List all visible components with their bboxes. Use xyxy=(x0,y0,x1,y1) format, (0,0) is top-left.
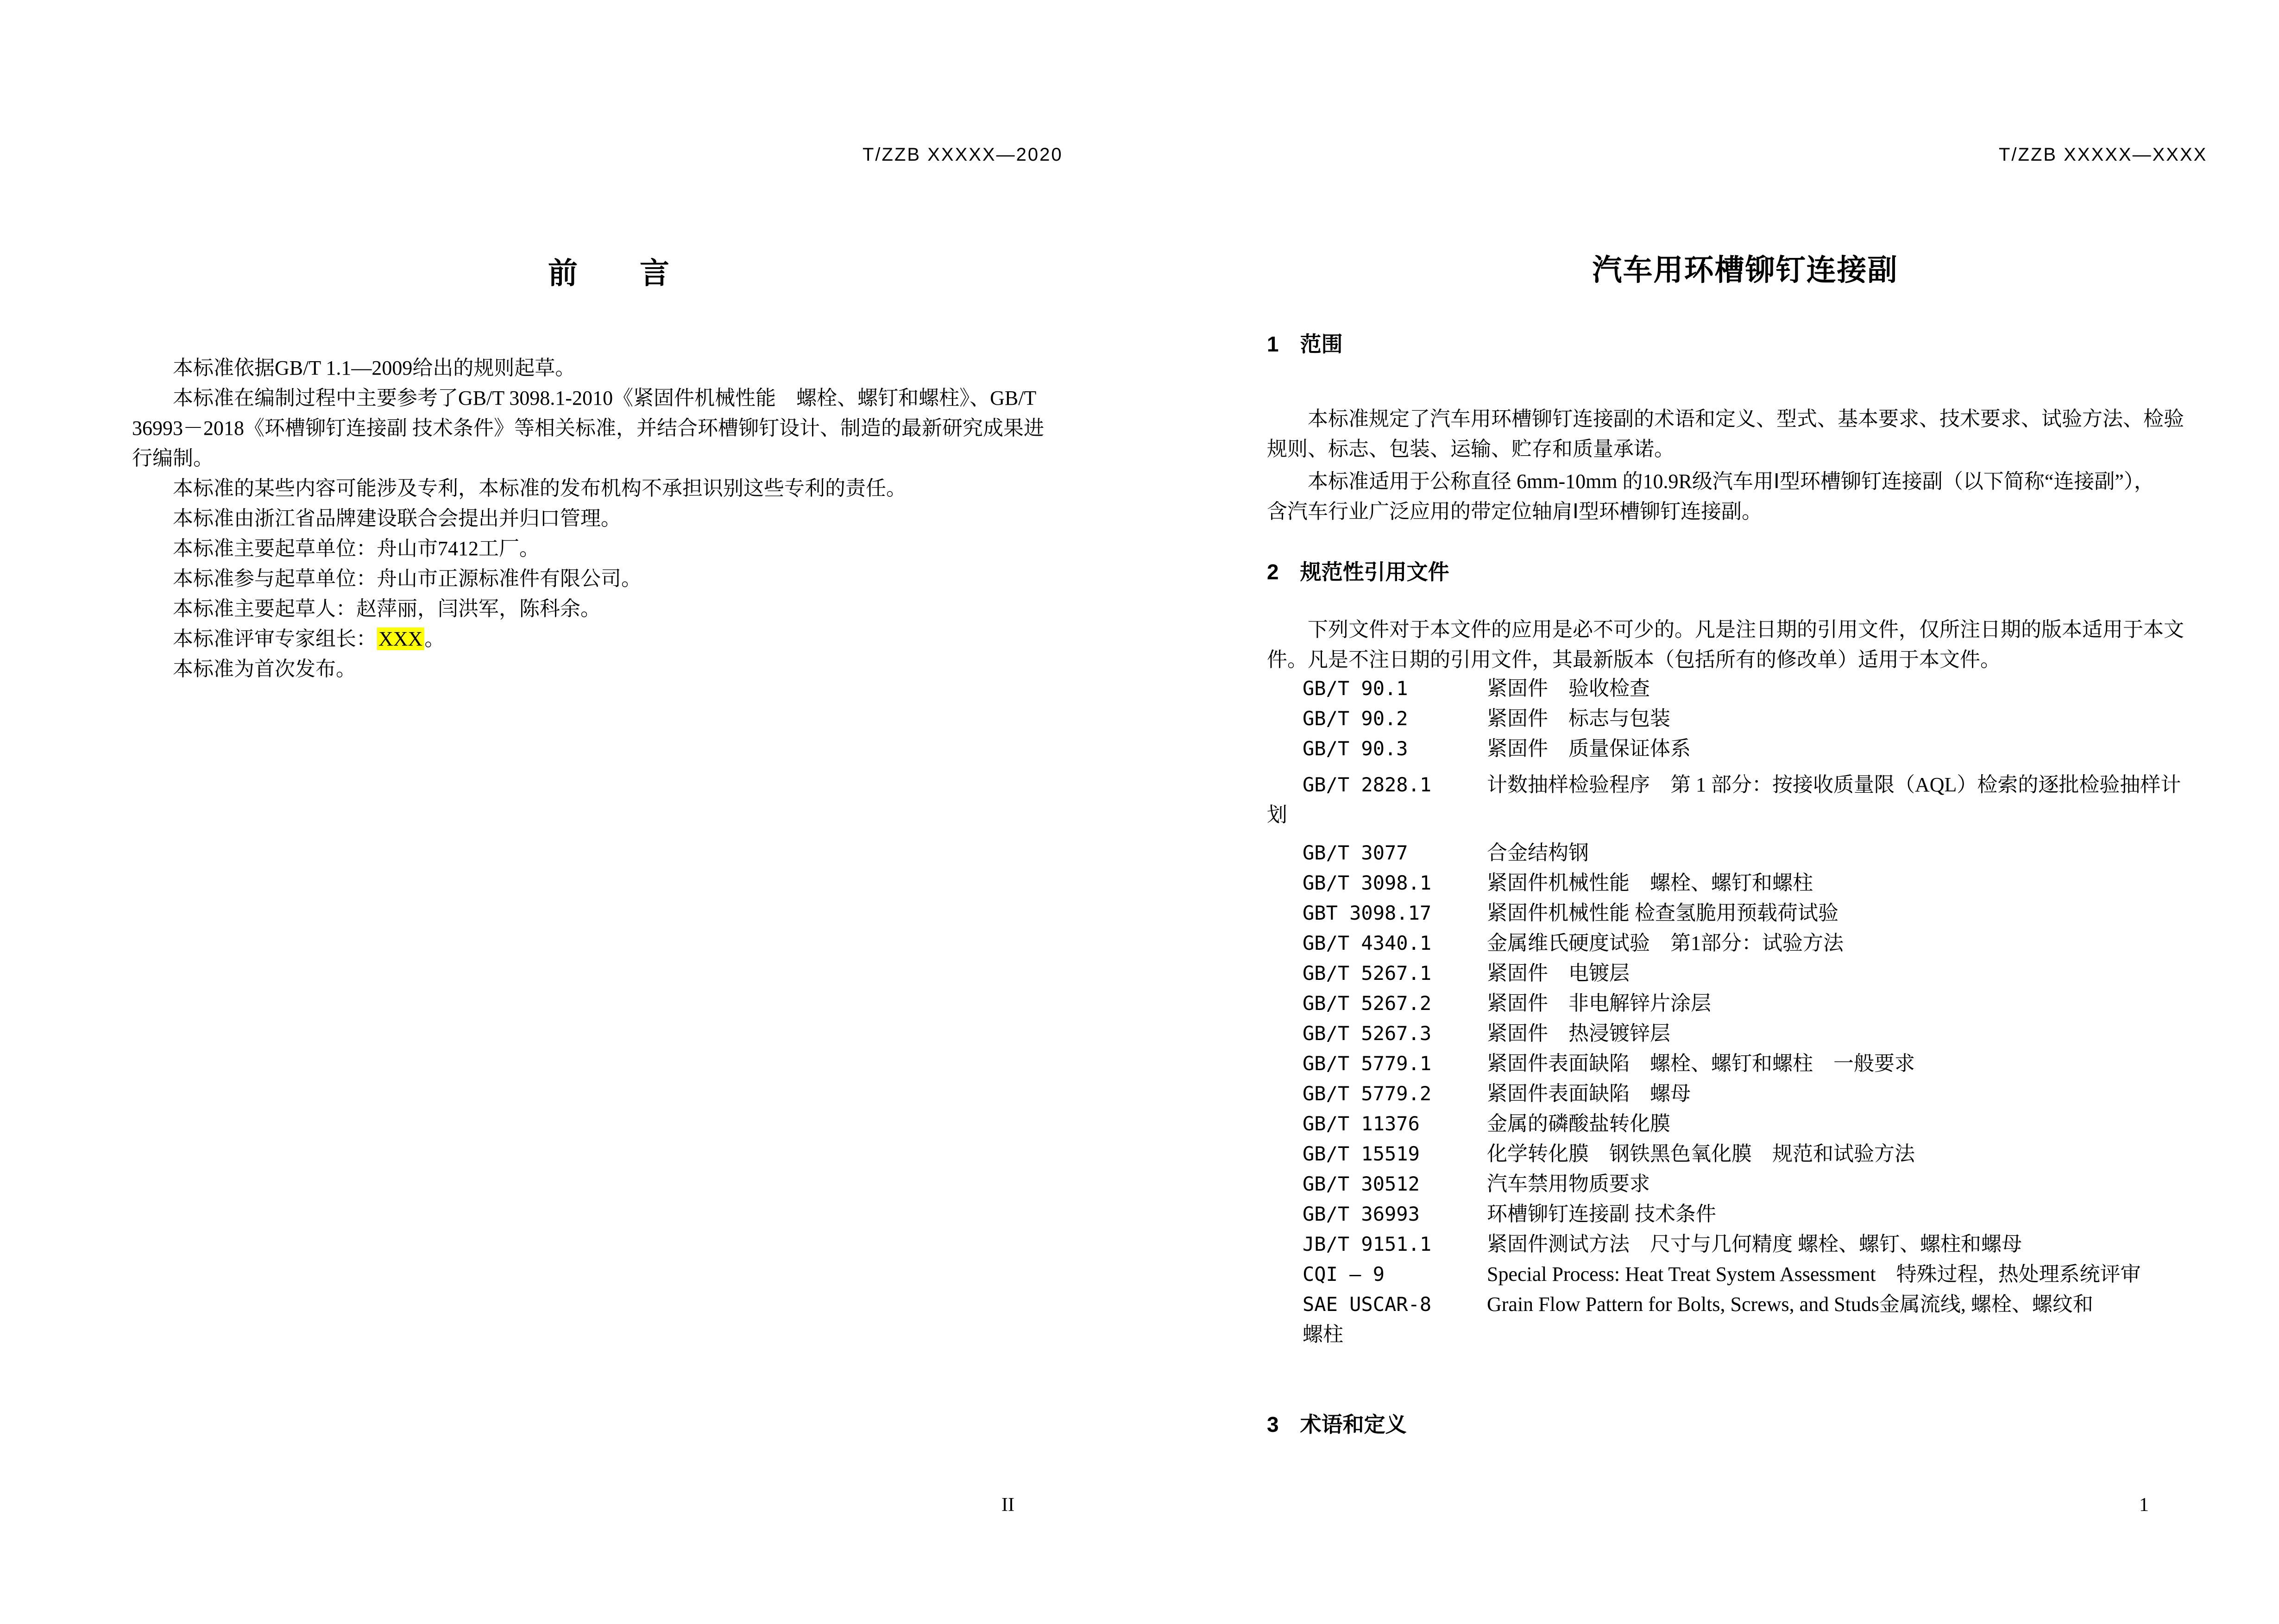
reference-title: 金属的磷酸盐转化膜 xyxy=(1487,1112,1670,1135)
reference-title: 紧固件机械性能 螺栓、螺钉和螺柱 xyxy=(1487,872,1813,894)
reference-code: GB/T 11376 xyxy=(1303,1112,1420,1135)
reference-title: 紧固件 非电解锌片涂层 xyxy=(1487,992,1711,1015)
reference-title: 紧固件机械性能 检查氢脆用预载荷试验 xyxy=(1487,902,1838,924)
reference-title: 合金结构钢 xyxy=(1487,841,1589,864)
scope-paragraph-1 xyxy=(1267,404,2240,464)
reference-title: 化学转化膜 钢铁黑色氧化膜 规范和试验方法 xyxy=(1487,1142,1915,1165)
scope-line: 含汽车行业广泛应用的带定位轴肩Ⅰ型环槽铆钉连接副。 xyxy=(1267,500,1762,523)
references-intro xyxy=(1267,614,2240,675)
reference-row xyxy=(1267,1169,2240,1199)
standard-title: 汽车用环槽铆钉连接副 xyxy=(1592,253,1898,287)
reference-title: 紧固件 质量保证体系 xyxy=(1487,737,1691,760)
expert-line-prefix: 本标准评审专家组长： xyxy=(173,627,377,650)
reference-title: 汽车禁用物质要求 xyxy=(1487,1173,1650,1195)
reference-row xyxy=(1267,1109,2240,1139)
reference-row xyxy=(1267,868,2240,898)
reference-code: SAE USCAR-8 xyxy=(1303,1293,1432,1316)
reference-code: GB/T 5267.2 xyxy=(1303,992,1432,1015)
expert-name-highlight: XXX xyxy=(377,627,424,650)
reference-title: 紧固件测试方法 尺寸与几何精度 螺栓、螺钉、螺柱和螺母 xyxy=(1487,1233,2022,1255)
reference-row xyxy=(1267,770,2240,800)
scope-line: 本标准规定了汽车用环槽铆钉连接副的术语和定义、型式、基本要求、技术要求、试验方法、检验 xyxy=(1308,408,2184,430)
page-number-ii: II xyxy=(1001,1494,1014,1516)
reference-title: Special Process: Heat Treat System Assessment 特殊过程，热处理系统评审 xyxy=(1487,1263,2141,1285)
section-3-number: 3 xyxy=(1267,1412,1279,1436)
reference-row xyxy=(1267,838,2240,868)
reference-title: 紧固件 标志与包装 xyxy=(1487,707,1670,730)
reference-code: GBT 3098.17 xyxy=(1303,902,1432,924)
reference-row xyxy=(1267,734,2240,764)
reference-code: GB/T 90.3 xyxy=(1303,737,1408,760)
foreword-title: 前 言 xyxy=(548,257,670,290)
reference-row xyxy=(1267,1018,2240,1048)
section-3-heading xyxy=(1267,1411,1407,1437)
scope-line: 本标准适用于公称直径 6mm-10mm 的10.9R级汽车用Ⅰ型环槽铆钉连接副（以下简称“连接副”）， xyxy=(1308,470,2154,493)
scope-paragraph-2 xyxy=(1267,466,2240,527)
references-list xyxy=(1267,673,2240,1349)
reference-code: GB/T 5267.1 xyxy=(1303,962,1432,984)
reference-row xyxy=(1267,1229,2240,1259)
reference-code: GB/T 90.1 xyxy=(1303,677,1408,700)
reference-code: GB/T 5267.3 xyxy=(1303,1022,1432,1045)
section-1-number: 1 xyxy=(1267,332,1279,356)
page-number-1: 1 xyxy=(2139,1494,2149,1516)
section-3-title: 术语和定义 xyxy=(1300,1412,1407,1436)
foreword-line: 本标准在编制过程中主要参考了GB/T 3098.1-2010《紧固件机械性能 螺栓、螺钉和螺柱》、GB/T xyxy=(173,387,1037,409)
section-2-number: 2 xyxy=(1267,560,1279,584)
running-header-right: T/ZZB XXXXX—XXXX xyxy=(1999,144,2208,165)
reference-row xyxy=(1267,1289,2240,1319)
reference-row xyxy=(1267,1078,2240,1109)
reference-title: 金属维氏硬度试验 第1部分：试验方法 xyxy=(1487,932,1844,954)
foreword-line: 本标准为首次发布。 xyxy=(173,658,356,680)
reference-continuation-line: 螺柱 xyxy=(1303,1323,1343,1346)
references-intro-line: 件。凡是不注日期的引用文件，其最新版本（包括所有的修改单）适用于本文件。 xyxy=(1267,648,2001,671)
reference-code: GB/T 90.2 xyxy=(1303,707,1408,730)
foreword-line: 行编制。 xyxy=(132,447,214,470)
reference-title: 紧固件 热浸镀锌层 xyxy=(1487,1022,1670,1045)
reference-code: GB/T 2828.1 xyxy=(1303,773,1432,796)
reference-code: GB/T 3098.1 xyxy=(1303,872,1432,894)
reference-code: CQI – 9 xyxy=(1303,1263,1385,1285)
reference-row xyxy=(1267,1048,2240,1078)
foreword-line: 本标准的某些内容可能涉及专利，本标准的发布机构不承担识别这些专利的责任。 xyxy=(173,477,907,500)
section-2-title: 规范性引用文件 xyxy=(1300,560,1449,584)
foreword-line: 36993－2018《环槽铆钉连接副 技术条件》等相关标准，并结合环槽铆钉设计、制造的最新研究成果进 xyxy=(132,417,1044,439)
running-header-left: T/ZZB XXXXX—2020 xyxy=(862,144,1063,165)
foreword-body xyxy=(132,353,1086,684)
reference-code: GB/T 5779.2 xyxy=(1303,1082,1432,1105)
reference-code: GB/T 15519 xyxy=(1303,1142,1420,1165)
reference-row xyxy=(1267,988,2240,1018)
reference-continuation-line: 划 xyxy=(1267,803,1287,826)
reference-row xyxy=(1267,673,2240,703)
reference-title: 紧固件 电镀层 xyxy=(1487,962,1630,984)
reference-title: 环槽铆钉连接副 技术条件 xyxy=(1487,1203,1716,1225)
reference-row xyxy=(1267,928,2240,958)
reference-code: GB/T 3077 xyxy=(1303,841,1408,864)
reference-row xyxy=(1267,703,2240,734)
reference-row xyxy=(1267,1259,2240,1289)
reference-code: GB/T 4340.1 xyxy=(1303,932,1432,954)
expert-line-suffix: 。 xyxy=(424,627,445,650)
reference-title: 紧固件表面缺陷 螺栓、螺钉和螺柱 一般要求 xyxy=(1487,1052,1915,1075)
section-1-title: 范围 xyxy=(1300,332,1343,356)
reference-row xyxy=(1267,1199,2240,1229)
reference-code: GB/T 5779.1 xyxy=(1303,1052,1432,1075)
reference-title: Grain Flow Pattern for Bolts, Screws, and Studs金属流线, 螺栓、螺纹和 xyxy=(1487,1293,2093,1316)
reference-code: GB/T 30512 xyxy=(1303,1173,1420,1195)
reference-row xyxy=(1267,898,2240,928)
reference-row xyxy=(1267,958,2240,988)
reference-title: 计数抽样检验程序 第 1 部分：按接收质量限（AQL）检索的逐批检验抽样计 xyxy=(1487,773,2181,796)
scope-line: 规则、标志、包装、运输、贮存和质量承诺。 xyxy=(1267,438,1675,460)
page-standard xyxy=(1140,0,2279,1624)
section-1-heading xyxy=(1267,331,1343,357)
foreword-expert-line xyxy=(132,624,1086,654)
reference-title: 紧固件表面缺陷 螺母 xyxy=(1487,1082,1691,1105)
reference-code: JB/T 9151.1 xyxy=(1303,1233,1432,1255)
foreword-line: 本标准依据GB/T 1.1—2009给出的规则起草。 xyxy=(173,357,576,379)
reference-row xyxy=(1267,1139,2240,1169)
references-intro-line: 下列文件对于本文件的应用是必不可少的。凡是注日期的引用文件，仅所注日期的版本适用于本文 xyxy=(1308,618,2184,641)
reference-code: GB/T 36993 xyxy=(1303,1203,1420,1225)
reference-title: 紧固件 验收检查 xyxy=(1487,677,1650,700)
foreword-line: 本标准主要起草单位：舟山市7412工厂。 xyxy=(173,537,540,560)
section-2-heading xyxy=(1267,559,1449,585)
foreword-line: 本标准由浙江省品牌建设联合会提出并归口管理。 xyxy=(173,507,621,530)
foreword-line: 本标准参与起草单位：舟山市正源标准件有限公司。 xyxy=(173,567,642,590)
foreword-line: 本标准主要起草人：赵萍丽，闫洪军，陈科余。 xyxy=(173,597,601,620)
